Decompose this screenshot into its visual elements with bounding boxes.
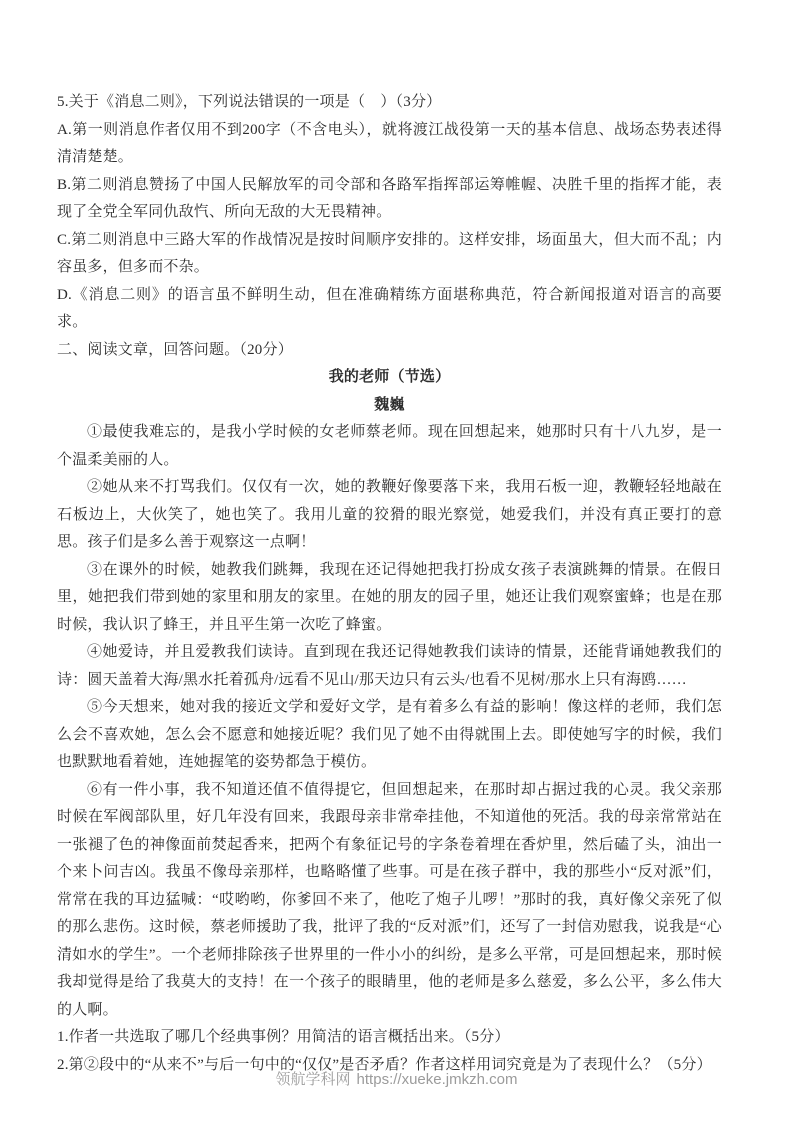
section2-heading: 二、阅读文章，回答问题。（20分） xyxy=(57,341,293,358)
watermark-footer xyxy=(0,1070,793,1090)
reading-paragraph: ⑤今天想来，她对我的接近文学和爱好文学，是有着多么有益的影响！像这样的老师，我们怎么会不喜欢她，怎么会不愿意和她接近呢？我们见了她不由得就围上去。即使她写字的时候，我们也默默地看着她，连她握笔的姿势都急于模仿。 xyxy=(57,699,722,770)
reading-paragraph: ③在课外的时候，她教我们跳舞，我现在还记得她把我打扮成女孩子表演跳舞的情景。在假日里，她把我们带到她的家里和朋友的家里。在她的朋友的园子里，她还让我们观察蜜蜂；也是在那时候，我认识了蜂王，并且平生第一次吃了蜂蜜。 xyxy=(57,561,722,633)
reading-paragraph: ②她从来不打骂我们。仅仅有一次，她的教鞭好像要落下来，我用石板一迎，教鞭轻轻地敲在石板边上，大伙笑了，她也笑了。我用儿童的狡猾的眼光察觉，她爱我们，并没有真正要打的意思。孩子们是多么善于观察这一点啊！ xyxy=(57,479,722,550)
question5-options xyxy=(57,117,722,337)
question5-option: D.《消息二则》的语言虽不鲜明生动，但在准确精练方面堪称典范，符合新闻报道对语言的高要求。 xyxy=(57,286,722,330)
question5-option: C.第二则消息中三路大军的作战情况是按时间顺序安排的。这样安排，场面虽大，但大而不乱；内容虽多，但多而不杂。 xyxy=(57,231,722,275)
watermark-url: https://xueke.jmkzh.com xyxy=(356,1071,518,1088)
reading-paragraph: ⑥有一件小事，我不知道还值不值得提它，但回想起来，在那时却占据过我的心灵。我父亲那时候在军阀部队里，好几年没有回来，我跟母亲非常牵挂他，不知道他的死活。我的母亲常常站在一张褪了色的神像面前焚起香来，把两个有象征记号的字条卷着埋在香炉里，然后磕了头，油出一个来卜问吉凶。我虽不像母亲那样，也略略懂了些事。可是在孩子群中，我的那些小“反对派”们，常常在我的耳边猛喊：“哎哟哟，你爹回不来了，他吃了炮子儿啰！”那时的我，真好像父亲死了似的那么悲伤。这时候，蔡老师援助了我，批评了我的“反对派”们，还写了一封信劝慰我，说我是“心清如水的学生”。一个老师排除孩子世界里的一件小小的纠纷，是多么平常，可是回想起来，那时候我却觉得是给了我莫大的支持！在一个孩子的眼睛里，他的老师是多么慈爱，多么公平，多么伟大的人啊。 xyxy=(57,781,722,1018)
document-body xyxy=(57,89,722,1079)
watermark-site-name: 领航学科网 xyxy=(275,1071,351,1088)
reading-paragraph: ④她爱诗，并且爱教我们读诗。直到现在我还记得她教我们读诗的情景，还能背诵她教我们的诗：圆天盖着大海/黑水托着孤舟/远看不见山/那天边只有云头/也看不见树/那水上只有海鸥…… xyxy=(57,644,722,688)
reading-author: 魏巍 xyxy=(374,396,405,413)
reading-title: 我的老师（节选） xyxy=(328,369,451,385)
reading-paragraphs xyxy=(57,419,722,1024)
reading-paragraph: ①最使我难忘的，是我小学时候的女老师蔡老师。现在回想起来，她那时只有十八九岁，是一个温柔美丽的人。 xyxy=(57,424,722,468)
reading-question: 1.作者一共选取了哪几个经典事例？用简洁的语言概括出来。（5分） xyxy=(57,1029,510,1045)
reading-question: 2.第②段中的“从来不”与后一句中的“仅仅”是否矛盾？作者这样用词究竟是为了表现什么？（5分） xyxy=(57,1056,712,1073)
question5-stem: 5.关于《消息二则》，下列说法错误的一项是（ ）（3分） xyxy=(57,94,442,110)
question5-option: A.第一则消息作者仅用不到200字（不含电头），就将渡江战役第一天的基本信息、战场态势表述得清清楚楚。 xyxy=(57,121,722,165)
question5-option: B.第二则消息赞扬了中国人民解放军的司令部和各路军指挥部运筹帷幄、决胜千里的指挥才能，表现了全党全军同仇敌忾、所向无敌的大无畏精神。 xyxy=(57,176,722,220)
